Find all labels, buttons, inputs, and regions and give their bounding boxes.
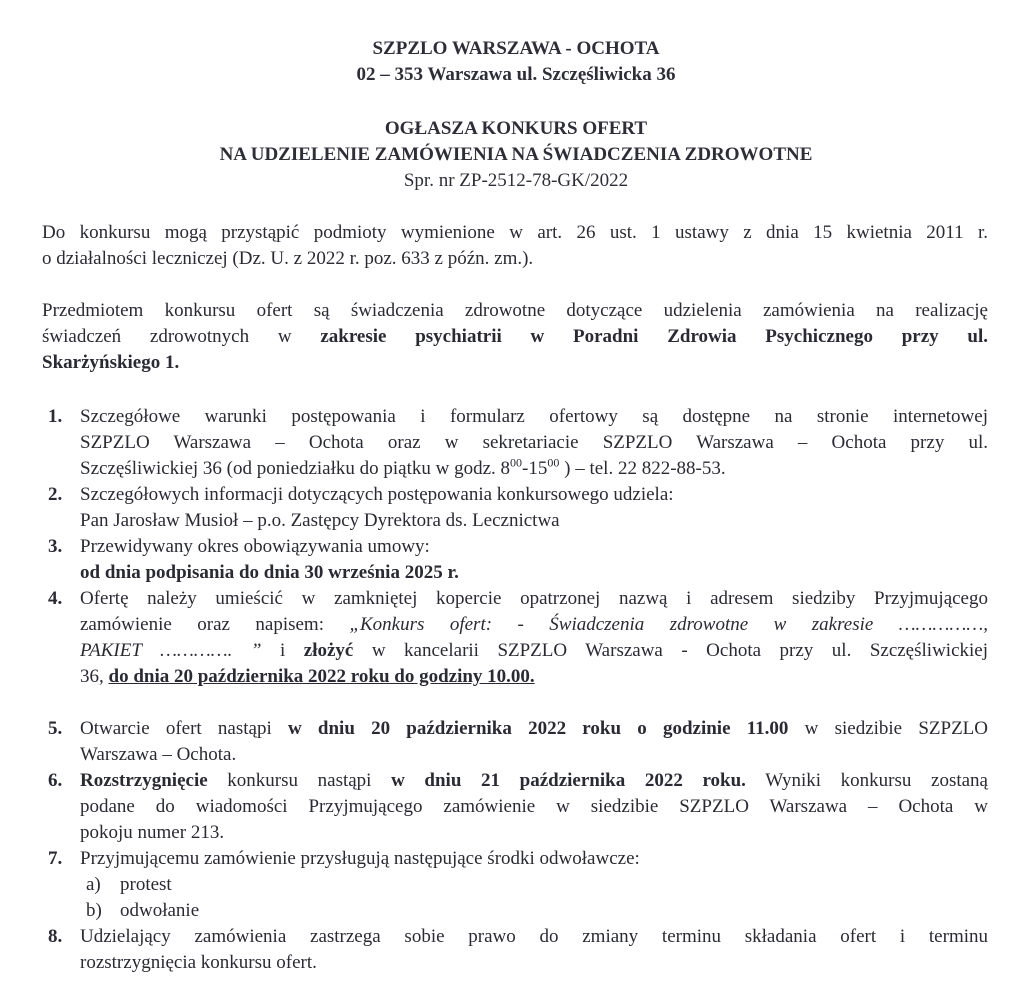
list-item-1	[42, 404, 988, 482]
subject-line-1: Przedmiotem konkursu ofert są świadczenia zdrowotne dotyczące udzielenia zamówienia na realizację	[42, 300, 988, 321]
phone-text: ) – tel. 22 822-88-53.	[559, 458, 726, 479]
item-4-line-4	[80, 664, 988, 690]
intro-line-1: Do konkursu mogą przystąpić podmioty wymienione w art. 26 ust. 1 ustawy z dnia 15 kwietnia 2011 r.	[42, 222, 988, 243]
item-1-line-1: Szczegółowe warunki postępowania i formularz ofertowy są dostępne na stronie internetowej	[80, 406, 988, 427]
intro-paragraph	[42, 220, 988, 272]
announcement-title	[0, 116, 1032, 194]
resolution-word: Rozstrzygnięcie	[80, 770, 208, 791]
item-4-office-text: w kancelarii SZPZLO Warszawa - Ochota przy ul. Szczęśliwickiej	[353, 640, 988, 661]
subject-scope: zakresie psychiatrii w Poradni Zdrowia Psychicznego przy ul.	[320, 326, 988, 347]
item-5-text-c: w siedzibie SZPZLO	[788, 718, 989, 739]
item-3-line-1: Przewidywany okres obowiązywania umowy:	[80, 536, 430, 557]
item-4-number-text: 36,	[80, 666, 109, 687]
document-header	[0, 36, 1032, 88]
item-5-line-2: Warszawa – Ochota.	[80, 744, 237, 765]
item-2-line-2: Pan Jarosław Musioł – p.o. Zastępcy Dyrektora ds. Lecznictwa	[80, 510, 560, 531]
item-4-line-2	[80, 612, 988, 638]
contract-period: od dnia podpisania do dnia 30 września 2025 r.	[80, 562, 459, 583]
list-spacer	[42, 690, 988, 716]
hours-dash: -15	[522, 458, 548, 479]
item-number: 3.	[48, 536, 63, 557]
subject-paragraph	[42, 298, 988, 376]
item-4-connector: i	[261, 640, 304, 661]
list-item-6	[42, 768, 988, 846]
item-6-text-b: konkursu nastąpi	[207, 770, 392, 791]
item-4-line-3	[80, 638, 988, 664]
item-1-line-3	[80, 456, 988, 482]
subject-line-3: Skarżyńskiego 1.	[42, 352, 180, 373]
list-item-7	[42, 846, 988, 924]
item-4-line-2-text: zamówienie oraz napisem:	[80, 614, 350, 635]
item-5-text-a: Otwarcie ofert nastąpi	[80, 718, 288, 739]
list-item-4	[42, 586, 988, 690]
item-1-hours-text: Szczęśliwickiej 36 (od poniedziałku do piątku w godz. 8	[80, 458, 511, 479]
list-item-3	[42, 534, 988, 586]
intro-line-2: o działalności leczniczej (Dz. U. z 2022 r. poz. 633 z późn. zm.).	[42, 248, 534, 269]
package-label-text: PAKIET …………. ”	[80, 640, 262, 661]
item-5-line-1	[80, 716, 988, 742]
item-6-line-2: podane do wiadomości Przyjmującego zamówienie w siedzibie SZPZLO Warszawa – Ochota w	[80, 796, 988, 817]
sub-item-text: odwołanie	[120, 900, 200, 921]
organization-address: 02 – 353 Warszawa ul. Szczęśliwicka 36	[356, 64, 676, 85]
sub-item-a	[80, 872, 988, 898]
organization-name: SZPZLO WARSZAWA - OCHOTA	[372, 38, 660, 59]
item-number: 2.	[48, 484, 63, 505]
conditions-list	[42, 404, 988, 976]
list-item-8	[42, 924, 988, 976]
hours-superscript-2: 00	[547, 455, 560, 470]
item-6-line-3: pokoju numer 213.	[80, 822, 225, 843]
sub-item-letter: a)	[86, 874, 101, 895]
item-4-line-1: Ofertę należy umieścić w zamkniętej kopercie opatrzonej nazwą i adresem siedziby Przyjmującego	[80, 588, 988, 609]
announcement-line-2: NA UDZIELENIE ZAMÓWIENIA NA ŚWIADCZENIA ZDROWOTNE	[219, 144, 813, 165]
item-6-line-1	[80, 768, 988, 794]
submit-word: złożyć	[303, 640, 354, 661]
item-6-text-d: Wyniki konkursu zostaną	[745, 770, 988, 791]
item-number: 1.	[48, 406, 63, 427]
submission-deadline: do dnia 20 października 2022 roku do godziny 10.00.	[108, 666, 535, 687]
item-8-line-2: rozstrzygnięcia konkursu ofert.	[80, 952, 317, 973]
subject-line-2-text: świadczeń zdrowotnych w	[42, 326, 321, 347]
item-number: 8.	[48, 926, 63, 947]
item-8-line-1: Udzielający zamówienia zastrzega sobie prawo do zmiany terminu składania ofert i terminu	[80, 926, 988, 947]
envelope-label-text: „Konkurs ofert: - Świadczenia zdrowotne w zakresie ……………,	[349, 614, 988, 635]
sub-item-b	[80, 898, 988, 924]
subject-line-2	[42, 324, 988, 350]
item-7-line-1: Przyjmującemu zamówienie przysługują następujące środki odwoławcze:	[80, 848, 640, 869]
item-number: 7.	[48, 848, 63, 869]
resolution-date: w dniu 21 października 2022 roku.	[391, 770, 746, 791]
sub-item-text: protest	[120, 874, 172, 895]
opening-date: w dniu 20 października 2022 roku o godzinie 11.00	[287, 718, 789, 739]
hours-superscript-1: 00	[510, 455, 523, 470]
item-2-line-1: Szczegółowych informacji dotyczących postępowania konkursowego udziela:	[80, 484, 674, 505]
case-number: Spr. nr ZP-2512-78-GK/2022	[403, 170, 629, 191]
item-number: 5.	[48, 718, 63, 739]
sub-item-letter: b)	[86, 900, 102, 921]
list-item-2	[42, 482, 988, 534]
list-item-5	[42, 716, 988, 768]
item-number: 4.	[48, 588, 63, 609]
item-1-line-2: SZPZLO Warszawa – Ochota oraz w sekretariacie SZPZLO Warszawa – Ochota przy ul.	[80, 432, 988, 453]
item-number: 6.	[48, 770, 63, 791]
announcement-line-1: OGŁASZA KONKURS OFERT	[384, 118, 648, 139]
